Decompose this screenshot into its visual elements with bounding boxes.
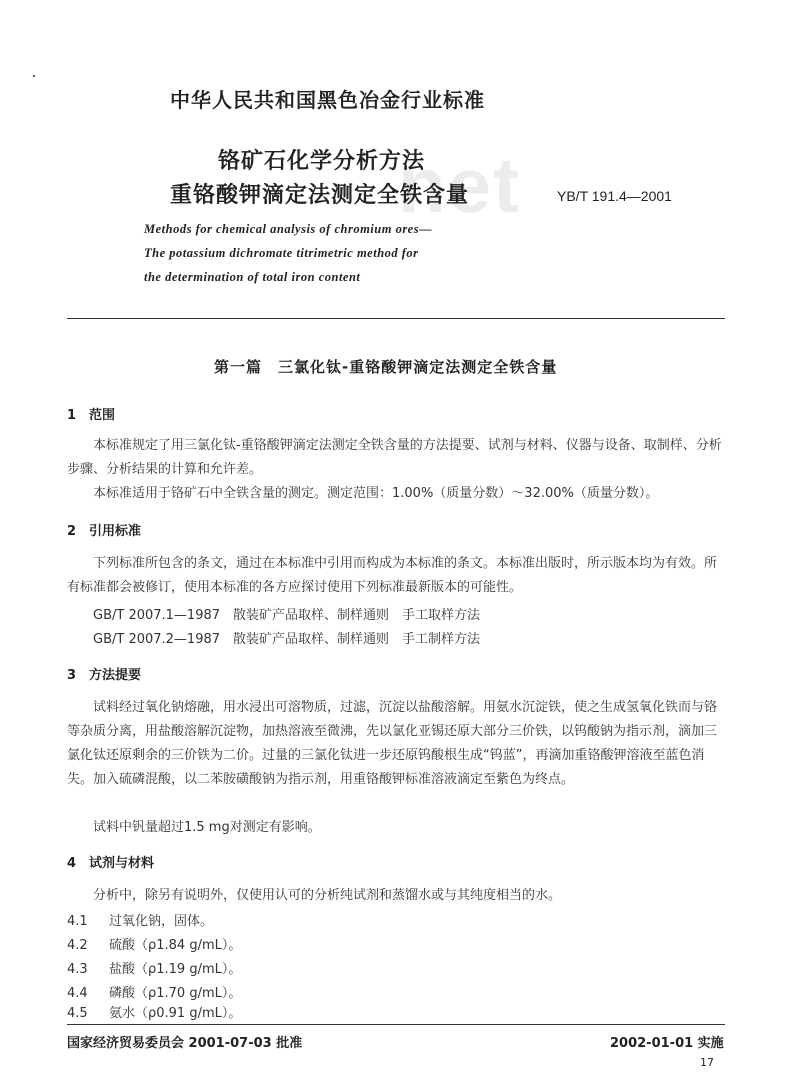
list-item: 4.2 硫酸（ρ1.84 g/mL）。 [67,938,242,953]
divider-rule [67,318,725,319]
section-heading: 2 引用标准 [67,524,142,539]
paragraph: 试料经过氧化钠熔融，用水浸出可溶物质，过滤，沉淀以盐酸溶解。用氨水沉淀铁，使之生成氢氧化铁而与铬等杂质分离，用盐酸溶解沉淀物，加热溶液至微沸，先以氯化亚锡还原大部分三价铁，以钨酸钠为指示剂，滴加三氯化钛还原剩余的三价铁为二价。过量的三氯化钛进一步还原钨酸根生成“钨蓝”，再滴加重铬酸钾溶液至蓝色消失。加入硫磷混酸，以二苯胺磺酸钠为指示剂，用重铬酸钾标准溶液滴定至紫色为终点。 [67,700,718,787]
standard-category-header: 中华人民共和国黑色冶金行业标准 [170,88,485,112]
list-item: 4.4 磷酸（ρ1.70 g/mL）。 [67,986,242,1001]
section-heading: 4 试剂与材料 [67,856,155,871]
scan-speck [33,75,35,77]
part-title: 第一篇 三氯化钛-重铬酸钾滴定法测定全铁含量 [214,358,558,376]
approval-line: 国家经济贸易委员会 2001-07-03 批准 [67,1036,303,1051]
title-line-2: 重铬酸钾滴定法测定全铁含量 [170,183,470,208]
section-heading: 1 范围 [67,408,116,423]
standard-number: YB/T 191.4—2001 [557,188,672,204]
page-number: 17 [700,1056,714,1069]
paragraph: 下列标准所包含的条文，通过在本标准中引用而构成为本标准的条文。本标准出版时，所示版本均为有效。所有标准都会被修订，使用本标准的各方应探讨使用下列标准最新版本的可能性。 [67,556,718,595]
paragraph: 试料中钒量超过1.5 mg对测定有影响。 [93,820,321,835]
english-title-line: Methods for chemical analysis of chromium ores— [144,222,433,236]
footer-rule [67,1024,725,1025]
watermark-text: net [398,141,521,229]
english-title-line: the determination of total iron content [144,270,361,284]
paragraph: 分析中，除另有说明外，仅使用认可的分析纯试剂和蒸馏水或与其纯度相当的水。 [93,888,562,903]
section-heading: 3 方法提要 [67,668,142,683]
list-item: 4.3 盐酸（ρ1.19 g/mL）。 [67,962,242,977]
reference-line: GB/T 2007.1—1987 散装矿产品取样、制样通则 手工取样方法 [93,608,481,623]
paragraph: 本标准适用于铬矿石中全铁含量的测定。测定范围：1.00%（质量分数）～32.00%（质量分数）。 [93,486,659,501]
reference-line: GB/T 2007.2—1987 散装矿产品取样、制样通则 手工制样方法 [93,632,481,647]
title-line-1: 铬矿石化学分析方法 [218,149,426,174]
implementation-line: 2002-01-01 实施 [610,1036,724,1051]
paragraph: 本标准规定了用三氯化钛-重铬酸钾滴定法测定全铁含量的方法提要、试剂与材料、仪器与设备、取制样、分析步骤、分析结果的计算和允许差。 [67,438,722,477]
list-item: 4.1 过氧化钠，固体。 [67,914,214,929]
english-title-line: The potassium dichromate titrimetric method for [144,246,419,260]
list-item: 4.5 氨水（ρ0.91 g/mL）。 [67,1006,242,1021]
